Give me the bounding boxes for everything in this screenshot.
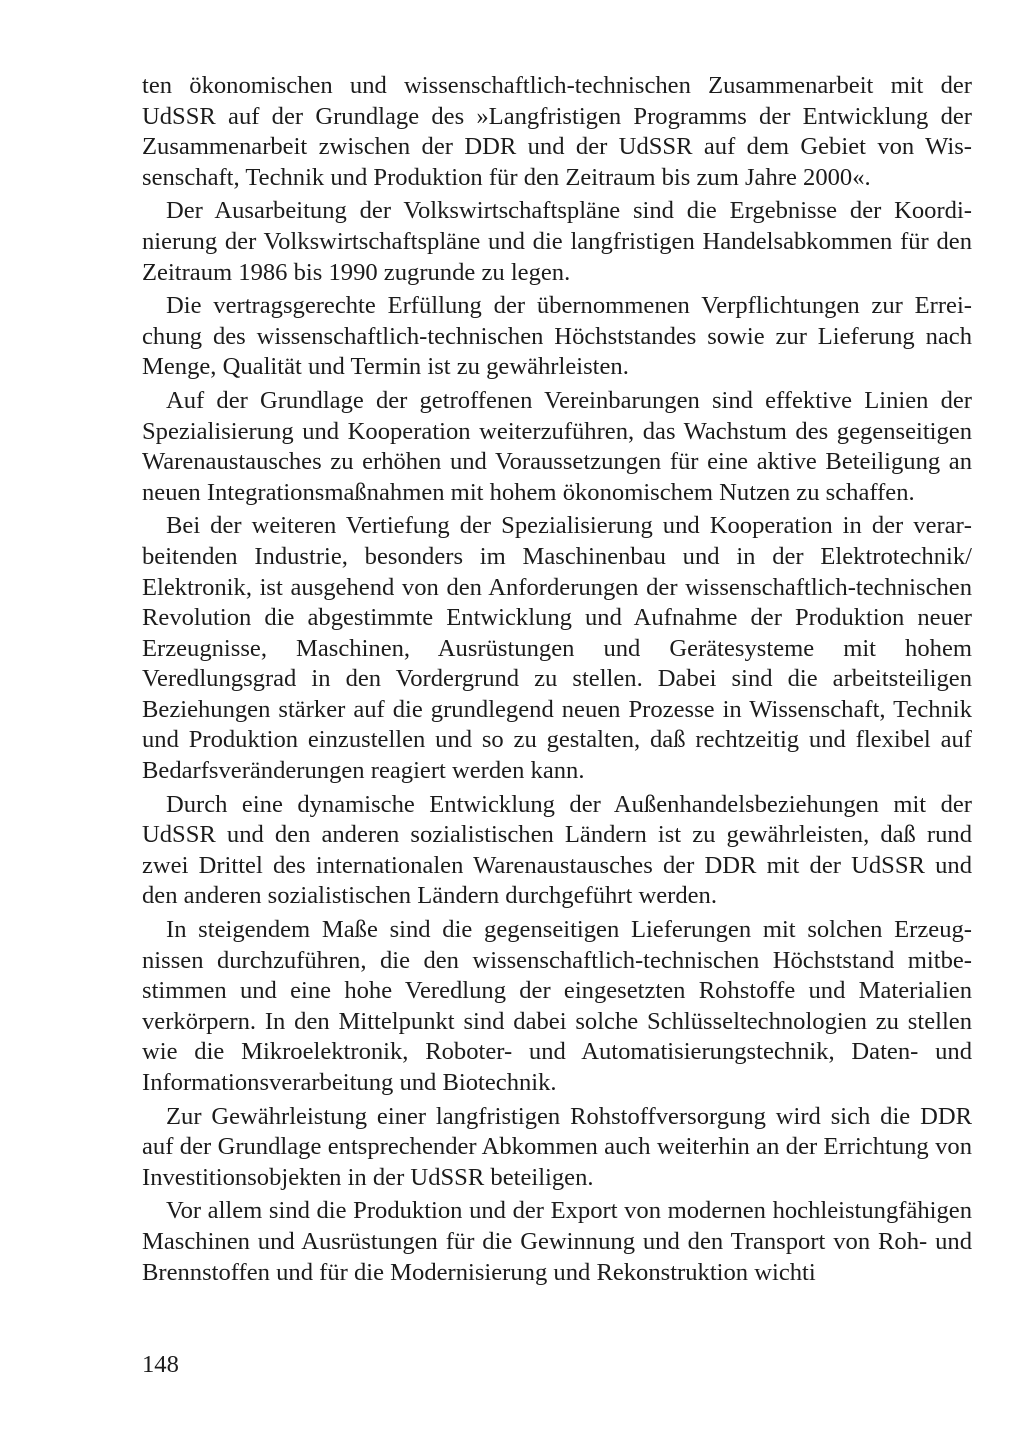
paragraph: Vor allem sind die Produktion und der Export von modernen hochleistungfähigen Maschinen und Ausrüstungen für die Gewinnung und den Transport von Roh- und Brennstoffen und für die Modernisierung und Rekonstruktion wichti — [142, 1197, 972, 1286]
paragraph: Die vertragsgerechte Erfüllung der übernommenen Verpflichtungen zur Erreichung des wissenschaftlich-technischen Höchststandes sowie zur Lieferung nach Menge, Qualität und Termin ist zu gewährleisten. — [142, 292, 972, 381]
paragraph: Der Ausarbeitung der Volkswirtschaftspläne sind die Ergebnisse der Koordinierung der Volkswirtschaftspläne und die langfristigen Handelsabkommen für den Zeitraum 1986 bis 1990 zugrunde zu legen. — [142, 197, 972, 286]
paragraph: Durch eine dynamische Entwicklung der Außenhandelsbeziehungen mit der UdSSR und den anderen sozialistischen Ländern ist zu gewährleisten, daß rund zwei Drittel des internationalen Warenaustausches der DDR mit der UdSSR und den anderen sozialistischen Ländern durchgeführt werden. — [142, 790, 972, 910]
paragraph-continuation: ten ökonomischen und wissenschaftlich-technischen Zusammenarbeit mit der UdSSR auf der Grundlage des »Langfristigen Programms der Entwicklung der Zusammenarbeit zwischen der DDR und der UdSSR auf dem Gebiet von Wissenschaft, Technik und Produktion für den Zeitraum bis zum Jahre 2000«. — [142, 72, 972, 191]
page-number: 148 — [142, 1351, 179, 1378]
paragraph: Auf der Grundlage der getroffenen Vereinbarungen sind effektive Linien der Spezialisierung und Kooperation weiterzuführen, das Wachstum des gegenseitigen Warenaustausches zu erhöhen und Voraussetzungen für eine aktive Beteiligung an neuen Integrationsmaßnahmen mit hohem ökonomischem Nutzen zu schaffen. — [142, 386, 972, 506]
paragraph: Zur Gewährleistung einer langfristigen Rohstoffversorgung wird sich die DDR auf der Grundlage entsprechender Abkommen auch weiterhin an der Errichtung von Investitionsobjekten in der UdSSR beteiligen. — [142, 1102, 972, 1191]
paragraph: Bei der weiteren Vertiefung der Spezialisierung und Kooperation in der verarbeitenden Industrie, besonders im Maschinenbau und in der Elektrotechnik/ Elektronik, ist ausgehend von den Anforderungen der wissenschaftlich-technischen Revolution die abgestimmte Entwicklung und Aufnahme der Produktion neuer Erzeugnisse, Maschinen, Ausrüstungen und Gerätesysteme mit hohem Veredlungsgrad in den Vordergrund zu stellen. Dabei sind die arbeitsteiligen Beziehungen stärker auf die grundlegend neuen Prozesse in Wissenschaft, Technik und Produktion einzustellen und so zu gestalten, daß rechtzeitig und flexibel auf Bedarfsveränderungen reagiert werden kann. — [142, 512, 972, 785]
page-body — [142, 71, 972, 1291]
paragraph: In steigendem Maße sind die gegenseitigen Lieferungen mit solchen Erzeugnissen durchzuführen, die den wissenschaftlich-technischen Höchststand mitbestimmen und eine hohe Veredlung der eingesetzten Rohstoffe und Materialien verkörpern. In den Mittelpunkt sind dabei solche Schlüsseltechnologien zu stellen wie die Mikroelektronik, Roboter- und Automatisierungstechnik, Daten- und Informationsverarbeitung und Biotechnik. — [142, 916, 972, 1096]
